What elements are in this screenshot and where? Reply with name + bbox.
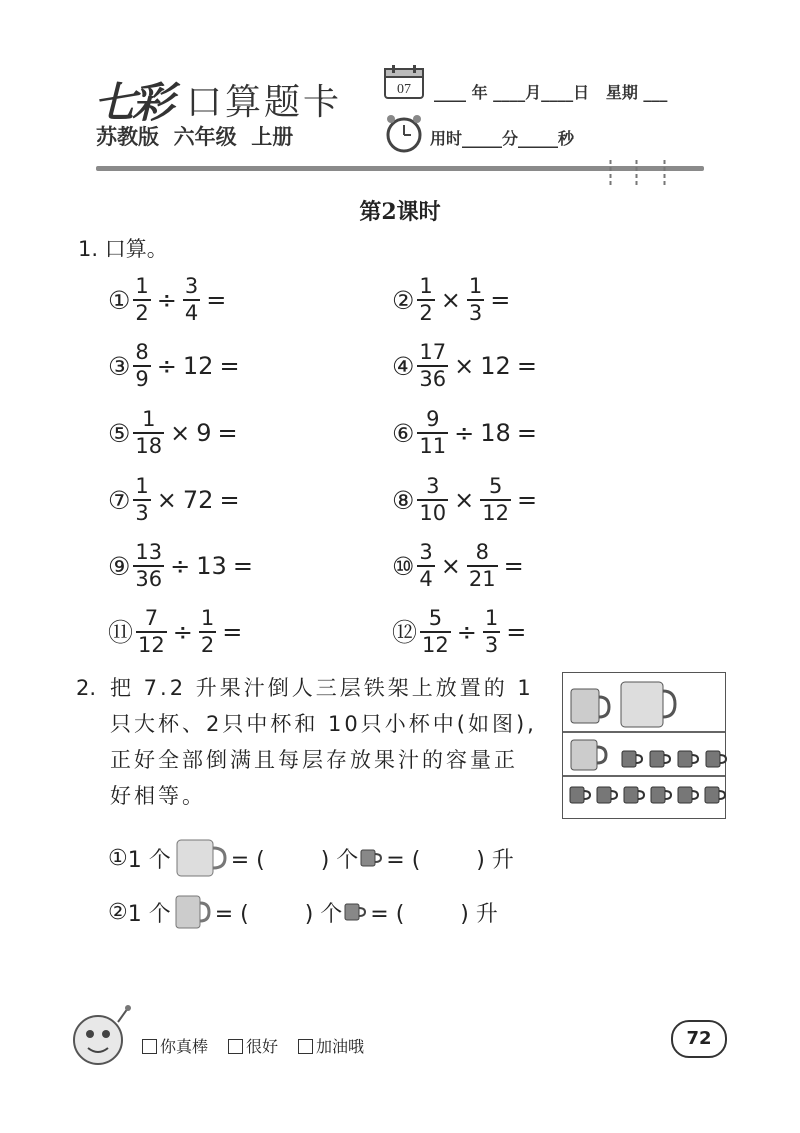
equals-sign: =	[490, 286, 511, 314]
small-cup-icon	[569, 785, 593, 805]
equals-sign: =	[217, 419, 238, 447]
rating-try-harder-checkbox[interactable]: 加油哦	[298, 1034, 364, 1057]
small-cup-icon	[705, 749, 729, 769]
small-cup-icon	[704, 785, 728, 805]
small-cup-icon	[677, 785, 701, 805]
integer-operand: 9	[196, 419, 212, 447]
operator: ÷	[456, 618, 477, 646]
mascot-cartoon-icon	[68, 1004, 134, 1072]
brand-title: 口算题卡	[186, 82, 343, 123]
operator: ×	[440, 552, 461, 580]
equation-item	[392, 542, 528, 590]
fraction: $\frac{1}{3}$	[484, 606, 499, 657]
item-index: ④	[392, 351, 415, 381]
operator: ×	[170, 419, 191, 447]
item-index: ⑤	[108, 418, 131, 448]
divider-pin-icon	[608, 160, 613, 186]
item-index: ⑧	[392, 485, 415, 515]
question-1-label: 1. 口算。	[78, 237, 168, 261]
rating-great-checkbox[interactable]: 你真棒	[142, 1034, 208, 1057]
medium-cup-icon	[569, 737, 609, 773]
small-cup-icon	[650, 785, 674, 805]
equals-sign: =	[219, 486, 240, 514]
equation-item	[108, 409, 242, 457]
fraction: $\frac{5}{12}$	[422, 606, 449, 657]
equals-sign: =	[206, 286, 227, 314]
operator: ×	[454, 352, 475, 380]
integer-operand: 12	[480, 352, 511, 380]
fraction: $\frac{1}{2}$	[200, 606, 215, 657]
operator: ÷	[156, 352, 177, 380]
small-cup-icon	[596, 785, 620, 805]
equation-item	[392, 342, 541, 390]
large-cup-icon	[173, 838, 229, 878]
operator: ÷	[156, 286, 177, 314]
small-cup-icon	[623, 785, 647, 805]
cup-shelf-figure	[562, 672, 726, 819]
equation-item	[108, 608, 246, 656]
integer-operand: 72	[182, 486, 214, 514]
medium-cup-icon	[569, 685, 611, 727]
item-index: ⑫	[392, 617, 418, 647]
fraction: $\frac{17}{36}$	[419, 340, 447, 391]
equation-item	[108, 276, 230, 324]
self-rating	[142, 1034, 364, 1057]
calendar-day: 07	[397, 82, 411, 97]
operator: ÷	[454, 419, 475, 447]
equals-sign: =	[517, 486, 538, 514]
divider-pin-icon	[662, 160, 667, 186]
equals-sign: =	[222, 618, 243, 646]
question-2-text: 把 7.2 升果汁倒人三层铁架上放置的 1只大杯、2只中杯和 10只小杯中(如图),正好全部倒满且每层存放果汁的容量正好相等。	[110, 676, 537, 808]
rating-good-checkbox[interactable]: 很好	[228, 1034, 278, 1057]
time-used-fill-line: 用时_____分_____秒	[430, 129, 575, 148]
small-cup-icon	[621, 749, 645, 769]
fraction: $\frac{1}{2}$	[419, 274, 433, 325]
item-index: ③	[108, 351, 131, 381]
equation-item	[108, 542, 257, 590]
fraction: $\frac{1}{3}$	[468, 274, 483, 325]
fraction: $\frac{13}{36}$	[135, 540, 163, 591]
calendar-icon	[383, 64, 425, 100]
fraction: $\frac{8}{9}$	[135, 340, 149, 391]
item-index: ⑨	[108, 551, 131, 581]
large-cup-icon	[619, 679, 677, 729]
small-cup-icon	[360, 848, 384, 868]
equation-item	[108, 476, 244, 524]
item-index: ⑩	[392, 551, 415, 581]
alarm-clock-icon	[383, 112, 425, 154]
brand-logo-qicai: 七彩	[94, 78, 171, 127]
item-index: ①	[108, 285, 131, 315]
equals-sign: =	[219, 352, 240, 380]
operator: ÷	[170, 552, 191, 580]
fraction: $\frac{8}{21}$	[468, 540, 496, 591]
integer-operand: 13	[196, 552, 227, 580]
operator: ÷	[172, 618, 193, 646]
fraction: $\frac{9}{11}$	[419, 407, 447, 458]
page-number: 72	[671, 1020, 727, 1058]
integer-operand: 12	[182, 352, 214, 380]
equals-sign: =	[503, 552, 524, 580]
fraction: $\frac{7}{12}$	[138, 606, 165, 657]
equals-sign: =	[232, 552, 253, 580]
equation-item	[392, 276, 514, 324]
answer-line-2: ② 1 个 = ( ) 个 = ( ) 升	[108, 893, 498, 931]
equation-item	[108, 342, 244, 390]
item-index: ⑥	[392, 418, 415, 448]
equals-sign: =	[506, 618, 527, 646]
fraction: $\frac{1}{2}$	[135, 274, 149, 325]
fraction: $\frac{3}{4}$	[419, 540, 433, 591]
equation-item	[392, 409, 541, 457]
item-index: ⑪	[108, 617, 134, 647]
equation-item	[392, 476, 541, 524]
equals-sign: =	[516, 352, 537, 380]
fraction: $\frac{1}{18}$	[135, 407, 163, 458]
question-2-number: 2.	[76, 676, 97, 700]
date-fill-line: ____ 年 ____月____日 星期 ___	[434, 83, 668, 102]
small-cup-icon	[344, 902, 368, 922]
equals-sign: =	[516, 419, 537, 447]
operator: ×	[156, 486, 177, 514]
operator: ×	[454, 486, 475, 514]
small-cup-icon	[677, 749, 701, 769]
integer-operand: 18	[480, 419, 511, 447]
item-index: ②	[392, 285, 415, 315]
fraction: $\frac{1}{3}$	[135, 474, 149, 525]
answer-line-1: ① 1 个 = ( ) 个 = ( ) 升	[108, 838, 514, 878]
fraction: $\frac{3}{4}$	[184, 274, 199, 325]
equation-item	[392, 608, 530, 656]
item-index: ⑦	[108, 485, 131, 515]
fraction: $\frac{5}{12}$	[482, 474, 509, 525]
lesson-title: 第2课时	[359, 199, 441, 225]
fraction: $\frac{3}{10}$	[419, 474, 447, 525]
edition-subtitle: 苏教版 六年级 上册	[96, 125, 294, 149]
medium-cup-icon	[173, 893, 213, 931]
operator: ×	[440, 286, 461, 314]
small-cup-icon	[649, 749, 673, 769]
divider-pin-icon	[634, 160, 639, 186]
